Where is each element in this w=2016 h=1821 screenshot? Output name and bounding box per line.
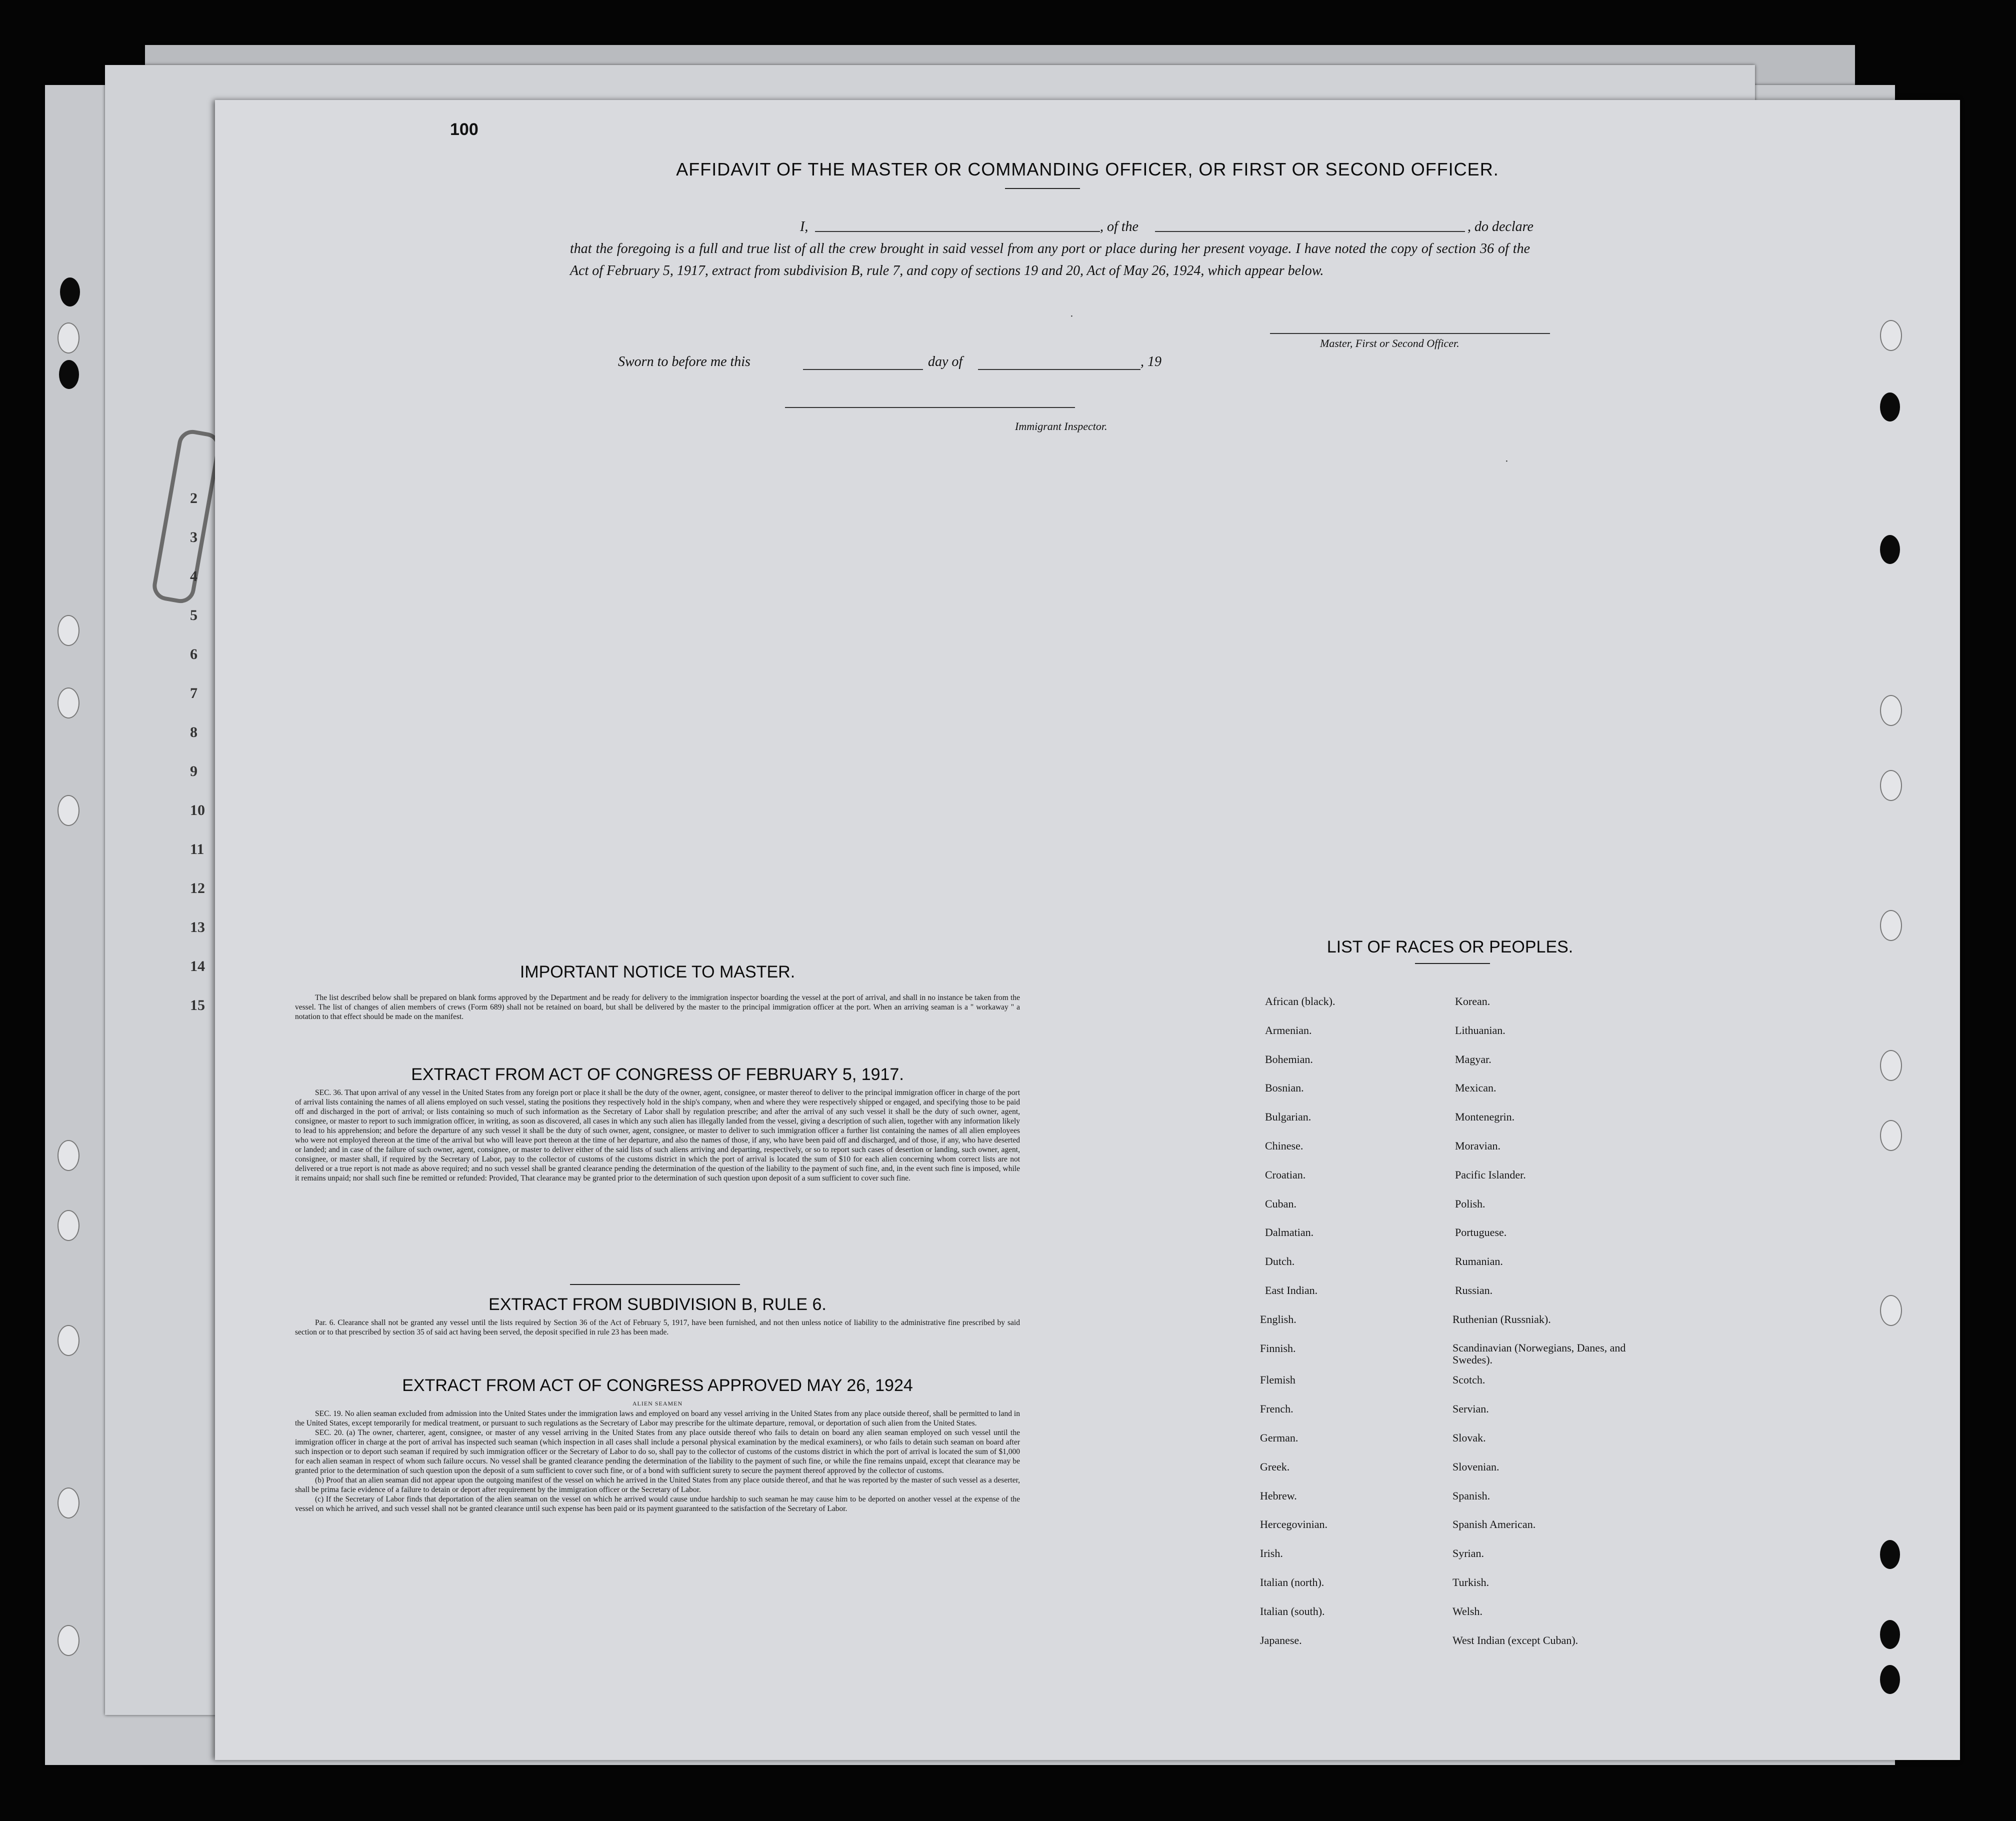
punch-hole: [58, 1488, 80, 1518]
race-item: Servian.: [1452, 1402, 1489, 1416]
punch-hole: [1880, 1050, 1902, 1081]
race-item: Bohemian.: [1265, 1052, 1313, 1066]
race-item: Dutch.: [1265, 1255, 1295, 1268]
race-item: Greek.: [1260, 1460, 1290, 1473]
race-item: Lithuanian.: [1455, 1024, 1506, 1036]
notice-title: IMPORTANT NOTICE TO MASTER.: [520, 962, 796, 982]
section-19-paragraph: SEC. 19. No alien seaman excluded from admission into the United States under the immigration laws and employed on board any vessel arriving in the United States from any place outside thereof, shall be permitted to land in the United States, except temporarily for medical treatment, or pursuant to such regulations as the Secretary of Labor may prescribe for the ultimate departure, removal, or deportation of such alien from the United States.: [295, 1410, 1020, 1428]
race-item: Ruthenian (Russniak).: [1452, 1312, 1551, 1326]
race-item: Russian.: [1455, 1284, 1493, 1296]
affidavit-declaration-line: [570, 216, 1545, 238]
punch-hole: [58, 1625, 80, 1656]
affidavit-of-the: , of the: [1100, 219, 1138, 234]
race-item: Rumanian.: [1455, 1255, 1503, 1268]
section-20c-paragraph: (c) If the Secretary of Labor finds that deportation of the alien seaman on the vessel on which he arrived would cause undue hardship to such seaman he may cause him to be deported on another vessel at the expense of the vessel on which he arrived, and such vessel shall not be granted clearance until such expense has been paid or its payment guaranteed to the satisfaction of the Secretary of Labor.: [295, 1495, 1020, 1513]
race-item: French.: [1260, 1402, 1294, 1416]
race-item: Portuguese.: [1455, 1226, 1507, 1239]
race-item: Croatian.: [1265, 1168, 1306, 1181]
race-item: Finnish.: [1260, 1342, 1296, 1354]
punch-hole: [58, 322, 80, 354]
punch-hole: [1880, 1665, 1900, 1694]
extract-1924-text: [295, 1409, 1020, 1514]
races-title-rule: [1415, 963, 1490, 964]
section-divider: [570, 1284, 740, 1285]
race-item: English.: [1260, 1312, 1296, 1326]
extract-1917-title: EXTRACT FROM ACT OF CONGRESS OF FEBRUARY 5, 1917.: [411, 1065, 904, 1084]
race-item: German.: [1260, 1432, 1298, 1444]
sworn-day-blank: [803, 354, 923, 370]
race-item: Slovenian.: [1452, 1460, 1500, 1473]
race-item: Mexican.: [1455, 1082, 1496, 1094]
race-item: Italian (south).: [1260, 1604, 1325, 1618]
row-number: 9: [190, 763, 198, 780]
punch-hole: [1880, 392, 1900, 422]
affidavit-i: I,: [800, 219, 808, 234]
race-item: African (black).: [1265, 995, 1336, 1008]
row-number: 15: [190, 997, 205, 1014]
row-number: 12: [190, 880, 205, 896]
section-20a-paragraph: SEC. 20. (a) The owner, charterer, agent, consignee, or master of any vessel arriving in the United States from any place outside thereof who fails to detain on board any alien seaman employed on such vessel until the immigration officer in charge at the port of arrival has inspected such seaman (which inspection in all cases shall include a personal physical examination by the medical examiners), or who fails to detain such seaman on board after such inspection or to deport such seaman if required by such immigration officer or the Secretary of Labor to do so, shall pay to the collector of customs of the customs district in which the port of arrival is located the sum of $1,000 for each alien seaman in respect of whom such failure occurs. No vessel shall be granted clearance pending the determination of the liability to the payment of such fine, or while the fine remains unpaid, except that clearance may be granted prior to the determination of such question upon the deposit of a sum sufficient to cover such fine, or of a bond with sufficient surety to secure the payment thereof approved by the collector of customs.: [295, 1428, 1020, 1475]
punch-hole: [1880, 695, 1902, 726]
race-item: Polish.: [1455, 1197, 1486, 1210]
race-item: Hebrew.: [1260, 1489, 1297, 1502]
race-item: Scotch.: [1452, 1374, 1486, 1386]
section-36-paragraph: SEC. 36. That upon arrival of any vessel in the United States from any foreign port or place it shall be the duty of the owner, agent, consignee, or master thereof to deliver to the principal immigration officer in charge of the port of arrival lists containing the names of all aliens employed on such vessel, stating the positions they respectively hold in the ship's company, when and where they were respectively shipped or engaged, and specifying those to be paid off and discharged in the port of arrival; or lists containing so much of such information as the Secretary of Labor shall by regulation prescribe; and after the arrival of any such vessel it shall be the duty of such owner, agent, consignee, or master to report to such immigration officer, in writing, as soon as discovered, all cases in which any such alien has illegally landed from the vessel, giving a description of such alien, together with any information likely to lead to his apprehension; and before the departure of any such vessel it shall be the duty of such owner, agent, consignee, or master to deliver to such immigration officer a further list containing the names of all alien employees who were not employed thereon at the time of the arrival but who will leave port thereon at the time of her departure, and also the names of those, if any, who have been paid off and discharged, and of those, if any, who have deserted or landed; and in case of the failure of such owner, agent, consignee, or master to deliver either of the said lists of such aliens arriving and departing, respectively, or so to report such cases of desertion or landing, such owner, agent, consignee, or master shall, if required by the Secretary of Labor, pay to the collector of customs of the customs district in which the port of arrival is located the sum of $10 for each alien concerning whom correct lists are not delivered or a true report is not made as above required; and no such vessel shall be granted clearance pending the determination of the question of the liability to the payment of such fine, and, in the event such fine is imposed, while it remains unpaid; nor shall such fine be remitted or refunded: Provided, That clearance may be granted prior to the determination of such question upon deposit of a sum sufficient to cover such fine.: [295, 1088, 1020, 1182]
race-item: Irish.: [1260, 1547, 1283, 1560]
race-item: Moravian.: [1455, 1140, 1501, 1152]
alien-seamen-subtitle: ALIEN SEAMEN: [632, 1400, 683, 1407]
punch-hole: [1880, 1620, 1900, 1649]
sworn-prefix: Sworn to before me this: [618, 354, 750, 370]
stray-mark: ⋅: [1505, 456, 1508, 467]
punch-hole: [58, 615, 80, 646]
race-item: Turkish.: [1452, 1576, 1490, 1588]
punch-hole: [1880, 770, 1902, 801]
race-item: Dalmatian.: [1265, 1226, 1314, 1239]
punch-hole: [58, 1325, 80, 1356]
row-number: 8: [190, 724, 198, 740]
punch-hole: [1880, 535, 1900, 564]
affidavit-statement: that the foregoing is a full and true list of all the crew brought in said vessel from any port or place during her present voyage. I have noted the copy of section 36 of the Act of February 5, 1917, extract from subdivision B, rule 7, and copy of sections 19 and 20, Act of May 26, 1924, which appear below.: [570, 241, 1530, 278]
race-item: Bosnian.: [1265, 1082, 1304, 1094]
punch-hole: [1880, 910, 1902, 941]
race-item: Spanish.: [1452, 1489, 1490, 1502]
races-list-title: LIST OF RACES OR PEOPLES.: [1326, 938, 1574, 956]
row-number: 3: [190, 529, 198, 546]
section-20b-paragraph: (b) Proof that an alien seaman did not appear upon the outgoing manifest of the vessel on which he arrived in the United States from any place outside thereof, and that he was reported by the master of such vessel as a deserter, shall be prima facie evidence of a failure to detain or deport after requirement by the immigration officer or the Secretary of Labor.: [295, 1476, 1020, 1494]
race-item: Flemish: [1260, 1374, 1296, 1386]
race-item: Pacific Islander.: [1455, 1168, 1526, 1181]
row-number: 2: [190, 490, 198, 506]
row-number: 4: [190, 568, 198, 584]
rule-6-text: [295, 1318, 1020, 1337]
name-blank: [815, 216, 1100, 232]
punch-hole: [1880, 1295, 1902, 1326]
notice-paragraph: The list described below shall be prepared on blank forms approved by the Department and be ready for delivery to the immigration inspector boarding the vessel at the port of arrival, and shall in no instance be taken from the vessel. The list of changes of alien members of crews (Form 689) shall not be retained on board, but shall be delivered by the master to the principal immigration officer at the port. When an arriving seaman is a " workaway " a notation to that effect should be made on the manifest.: [295, 994, 1020, 1021]
master-signature-label: Master, First or Second Officer.: [1320, 337, 1460, 350]
row-number: 14: [190, 958, 205, 974]
rule-6-title: EXTRACT FROM SUBDIVISION B, RULE 6.: [488, 1295, 826, 1314]
punch-hole: [58, 1210, 80, 1241]
sworn-day-label: day of: [928, 354, 963, 370]
vessel-blank: [1155, 216, 1465, 232]
race-item: Spanish American.: [1452, 1518, 1536, 1531]
race-item: Slovak.: [1452, 1432, 1486, 1444]
race-item: Chinese.: [1265, 1140, 1304, 1152]
race-item: Hercegovinian.: [1260, 1518, 1328, 1531]
sworn-month-blank: [978, 354, 1140, 370]
row-number: 10: [190, 802, 205, 818]
race-item: Montenegrin.: [1455, 1110, 1515, 1124]
notice-text: [295, 993, 1020, 1022]
row-number: 13: [190, 919, 205, 936]
row-number: 5: [190, 607, 198, 624]
punch-hole: [1880, 320, 1902, 351]
race-item: West Indian (except Cuban).: [1452, 1634, 1578, 1646]
race-item: Armenian.: [1265, 1024, 1312, 1036]
row-number: 11: [190, 841, 204, 858]
inspector-signature-line: [785, 407, 1075, 408]
race-item: Syrian.: [1452, 1547, 1484, 1560]
row-number: 6: [190, 646, 198, 662]
sheet-number: 100: [450, 120, 478, 139]
manifest-sheet: [215, 100, 1960, 1760]
race-item: Welsh.: [1452, 1604, 1482, 1618]
punch-hole: [58, 1140, 80, 1171]
sworn-year-label: , 19: [1140, 354, 1162, 370]
master-signature-line: [1270, 333, 1550, 334]
race-item: East Indian.: [1265, 1284, 1318, 1296]
punch-hole: [59, 360, 79, 389]
extract-1917-text: [295, 1088, 1020, 1183]
race-item: Japanese.: [1260, 1634, 1302, 1646]
race-item: Magyar.: [1455, 1052, 1492, 1066]
punch-hole: [1880, 1120, 1902, 1151]
inspector-signature-label: Immigrant Inspector.: [1015, 420, 1108, 432]
affidavit-body: [570, 216, 1545, 282]
affidavit-title: AFFIDAVIT OF THE MASTER OR COMMANDING OFFICER, OR FIRST OR SECOND OFFICER.: [676, 159, 1499, 180]
race-item: Scandinavian (Norwegians, Danes, and Swedes).: [1452, 1341, 1626, 1366]
row-number: 7: [190, 685, 198, 702]
rule-6-paragraph: Par. 6. Clearance shall not be granted any vessel until the lists required by Section 36 of the Act of February 5, 1917, have been furnished, and not then unless notice of liability to the administrative fine prescribed by said section or to that prescribed by section 35 of said act having been served, the deposit specified in rule 23 has been made.: [295, 1318, 1020, 1336]
race-item: Italian (north).: [1260, 1576, 1324, 1588]
race-item: Bulgarian.: [1265, 1110, 1312, 1124]
stray-mark: ⋅: [1070, 311, 1074, 322]
title-rule: [1005, 188, 1080, 189]
punch-hole: [60, 278, 80, 306]
race-item: Cuban.: [1265, 1197, 1296, 1210]
race-item: Korean.: [1455, 995, 1490, 1008]
affidavit-do-declare: , do declare: [1468, 219, 1534, 234]
punch-hole: [58, 795, 80, 826]
extract-1924-title: EXTRACT FROM ACT OF CONGRESS APPROVED MAY 26, 1924: [402, 1376, 913, 1395]
punch-hole: [1880, 1540, 1900, 1569]
punch-hole: [58, 688, 80, 718]
